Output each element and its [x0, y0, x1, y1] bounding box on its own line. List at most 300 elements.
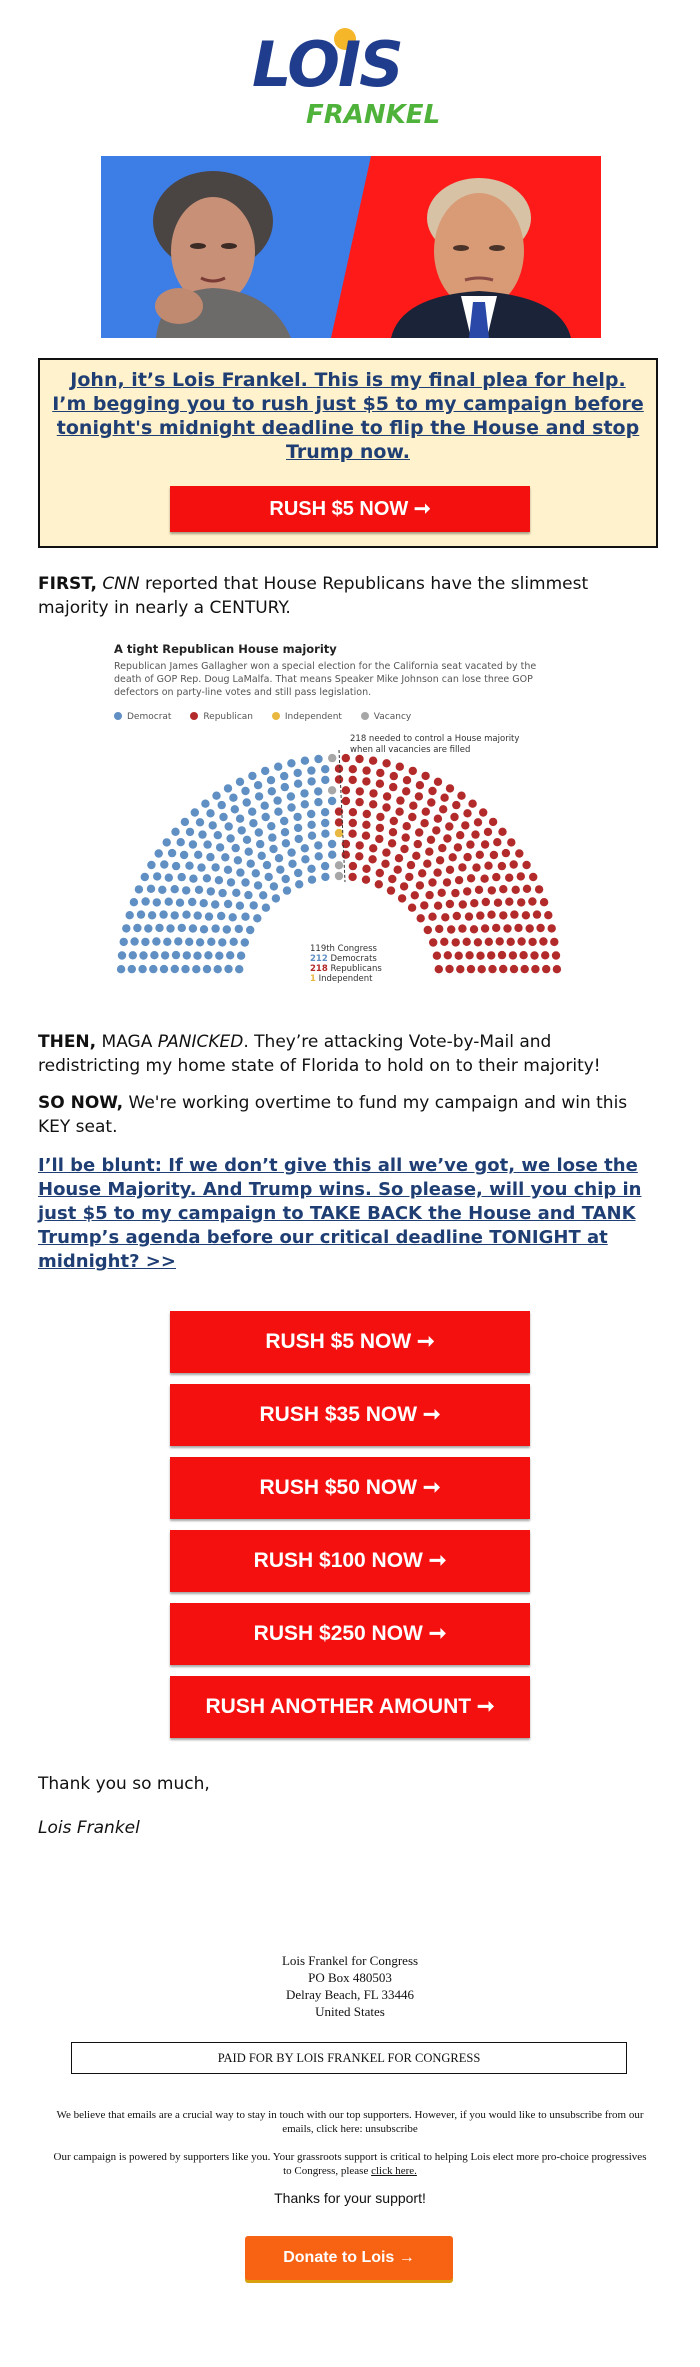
seat-democrat [133, 924, 141, 932]
seat-republican [433, 868, 441, 876]
seat-democrat [130, 898, 138, 906]
legend-label-vacancy: Vacancy [373, 712, 412, 722]
seat-democrat [223, 925, 231, 933]
campaign-logo[interactable] [252, 24, 448, 134]
seat-democrat [149, 965, 157, 973]
seat-republican [414, 840, 422, 848]
seat-democrat [265, 873, 273, 881]
sonow-paragraph [38, 1091, 654, 1139]
seat-independent [335, 829, 343, 837]
seat-republican [348, 830, 356, 838]
seat-democrat [308, 876, 316, 884]
seat-republican [472, 863, 480, 871]
seat-republican [474, 938, 482, 946]
seat-republican [438, 889, 446, 897]
seat-republican [499, 965, 507, 973]
seat-vacancy [335, 861, 343, 869]
seat-democrat [235, 925, 243, 933]
seat-democrat [153, 872, 161, 880]
footer-org: Lois Frankel for Congress [281, 1953, 419, 1968]
seat-democrat [321, 873, 329, 881]
seat-democrat [138, 965, 146, 973]
seat-republican [408, 813, 416, 821]
seat-democrat [135, 885, 143, 893]
seat-democrat [272, 894, 280, 902]
seat-democrat [283, 886, 291, 894]
sonow-rest: We're working overtime to fund my campaign and win this KEY seat. [38, 1093, 628, 1137]
tally-ind-label: Independent [315, 974, 373, 984]
seat-republican [496, 937, 504, 945]
seat-democrat [122, 924, 130, 932]
seat-republican [348, 873, 356, 881]
unsubscribe-text[interactable]: We believe that emails are a crucial way to stay in touch with our top supporters. However, if you would like to unsubscribe from our emails, click here: unsubscribe [56, 2109, 644, 2135]
seat-republican [488, 965, 496, 973]
seat-democrat [211, 900, 219, 908]
seat-republican [468, 800, 476, 808]
rush-5-button[interactable]: RUSH $5 NOW ➞ [170, 1311, 530, 1373]
seat-democrat [165, 898, 173, 906]
seat-democrat [159, 910, 167, 918]
seat-republican [531, 965, 539, 973]
seat-republican [481, 840, 489, 848]
seat-democrat [193, 952, 201, 960]
seat-democrat [229, 913, 237, 921]
seat-republican [439, 805, 447, 813]
seat-republican [446, 866, 454, 874]
tally-dem-label: Democrats [327, 954, 377, 964]
seat-republican [355, 755, 363, 763]
seat-republican [409, 802, 417, 810]
seat-republican [415, 792, 423, 800]
seat-republican [503, 924, 511, 932]
seat-democrat [287, 803, 295, 811]
footer-city: Delray Beach, FL 33446 [285, 1987, 415, 2002]
seat-republican [487, 951, 495, 959]
seat-republican [376, 813, 384, 821]
seat-republican [479, 808, 487, 816]
seat-democrat [216, 843, 224, 851]
seat-republican [369, 789, 377, 797]
seat-republican [381, 860, 389, 868]
seat-republican [492, 924, 500, 932]
seat-democrat [262, 904, 270, 912]
seat-republican [445, 822, 453, 830]
seat-republican [533, 910, 541, 918]
seat-democrat [250, 901, 258, 909]
seat-republican [505, 898, 513, 906]
seat-democrat [236, 815, 244, 823]
seat-democrat [253, 914, 261, 922]
seat-republican [342, 797, 350, 805]
seat-republican [407, 861, 415, 869]
portrait-trump [391, 178, 571, 338]
seat-democrat [269, 845, 277, 853]
seat-republican [434, 902, 442, 910]
seat-republican [446, 784, 454, 792]
seat-democrat [214, 831, 222, 839]
hero-portraits [101, 156, 601, 338]
seat-democrat [192, 965, 200, 973]
seat-vacancy [328, 786, 336, 794]
legend-label-republican: Republican [203, 712, 253, 722]
seat-democrat [321, 862, 329, 870]
seat-republican [383, 792, 391, 800]
seat-democrat [178, 873, 186, 881]
seat-democrat [295, 880, 303, 888]
seat-republican [463, 853, 471, 861]
seat-republican [362, 777, 370, 785]
seat-republican [376, 869, 384, 877]
seat-democrat [147, 861, 155, 869]
seat-republican [396, 763, 404, 771]
seat-republican [507, 938, 515, 946]
footer-po-box: PO Box 480503 [308, 1970, 392, 1985]
seat-democrat [314, 841, 322, 849]
seat-democrat [165, 874, 173, 882]
seat-democrat [219, 813, 227, 821]
seat-republican [435, 965, 443, 973]
seat-republican [412, 852, 420, 860]
seat-republican [482, 898, 490, 906]
rush-5-button-top[interactable]: RUSH $5 NOW ➞ [170, 486, 530, 532]
seat-democrat [211, 863, 219, 871]
seat-republican [526, 924, 534, 932]
seat-republican [459, 900, 467, 908]
then-mid: MAGA [96, 1032, 158, 1052]
rush-50-button[interactable]: RUSH $50 NOW ➞ [170, 1457, 530, 1519]
seat-democrat [234, 856, 242, 864]
seat-democrat [254, 881, 262, 889]
seat-democrat [172, 862, 180, 870]
seat-democrat [141, 897, 149, 905]
seat-democrat [147, 885, 155, 893]
seat-republican [544, 911, 552, 919]
seat-republican [470, 925, 478, 933]
seat-republican [390, 772, 398, 780]
seat-republican [450, 813, 458, 821]
seat-democrat [196, 938, 204, 946]
seat-republican [362, 821, 370, 829]
rush-another-amount-button[interactable]: RUSH ANOTHER AMOUNT ➞ [170, 1676, 530, 1738]
seat-republican [416, 781, 424, 789]
seat-republican [424, 926, 432, 934]
seat-republican [398, 894, 406, 902]
seat-democrat [150, 951, 158, 959]
seat-democrat [227, 878, 235, 886]
seat-democrat [158, 886, 166, 894]
seat-republican [517, 872, 525, 880]
seat-democrat [321, 830, 329, 838]
seat-democrat [166, 924, 174, 932]
seat-republican [443, 834, 451, 842]
seat-republican [519, 951, 527, 959]
seat-democrat [215, 952, 223, 960]
seat-democrat [200, 899, 208, 907]
seat-democrat [224, 965, 232, 973]
seat-republican [463, 887, 471, 895]
seat-republican [369, 800, 377, 808]
seat-republican [445, 965, 453, 973]
seat-democrat [224, 866, 232, 874]
seat-democrat [237, 952, 245, 960]
seat-democrat [274, 763, 282, 771]
seat-democrat [172, 951, 180, 959]
seat-democrat [197, 863, 205, 871]
seat-republican [510, 965, 518, 973]
first-rest: reported that House Republicans have the slimmest majority in nearly a CENTURY. [38, 574, 589, 618]
seat-republican [461, 821, 469, 829]
seat-republican [443, 878, 451, 886]
seat-democrat [118, 951, 126, 959]
seat-republican [474, 818, 482, 826]
seat-republican [400, 845, 408, 853]
seat-republican [481, 924, 489, 932]
seat-democrat [307, 810, 315, 818]
seat-vacancy [328, 754, 336, 762]
footer-country: United States [315, 2004, 385, 2019]
legend-label-independent: Independent [284, 712, 342, 722]
seat-democrat [259, 891, 267, 899]
seat-republican [485, 938, 493, 946]
seat-democrat [224, 784, 232, 792]
seat-democrat [160, 860, 168, 868]
seat-republican [475, 886, 483, 894]
seat-republican [529, 873, 537, 881]
seat-republican [390, 817, 398, 825]
seat-democrat [155, 849, 163, 857]
seat-democrat [224, 900, 232, 908]
seat-democrat [204, 951, 212, 959]
seat-democrat [247, 860, 255, 868]
blunt-appeal-link[interactable]: I’ll be blunt: If we don’t give this all we’ve got, we lose the House Majority. And Trump wins. So please, will you chip in just $5 to my campaign to TAKE BACK the House and TANK Trump’s agenda before our critical deadline TONIGHT at midnight? >> [38, 1155, 642, 1272]
seat-democrat [294, 780, 302, 788]
seat-democrat [270, 882, 278, 890]
seat-republican [388, 839, 396, 847]
seat-republican [458, 863, 466, 871]
then-rest: . They’re attacking Vote-by-Mail and redistricting my home state of Florida to hold on to their majority! [38, 1032, 601, 1076]
seat-democrat [280, 772, 288, 780]
seat-republican [438, 844, 446, 852]
seat-democrat [188, 898, 196, 906]
seat-republican [429, 938, 437, 946]
seat-democrat [161, 951, 169, 959]
seat-democrat [276, 866, 284, 874]
seat-republican [471, 830, 479, 838]
seat-republican [402, 833, 410, 841]
seat-republican [335, 775, 343, 783]
seat-republican [522, 911, 530, 919]
seat-republican [369, 844, 377, 852]
seat-democrat [241, 787, 249, 795]
seat-democrat [148, 911, 156, 919]
seat-republican [389, 828, 397, 836]
first-source: CNN [102, 574, 140, 594]
seat-republican [403, 822, 411, 830]
rush-250-button[interactable]: RUSH $250 NOW ➞ [170, 1603, 530, 1665]
seat-democrat [287, 792, 295, 800]
seat-republican [362, 865, 370, 873]
seat-republican [349, 808, 357, 816]
seat-republican [487, 911, 495, 919]
seat-democrat [195, 886, 203, 894]
seat-republican [408, 904, 416, 912]
seat-republican [454, 843, 462, 851]
rush-100-button[interactable]: RUSH $100 NOW ➞ [170, 1530, 530, 1592]
seat-republican [480, 875, 488, 883]
seat-democrat [236, 902, 244, 910]
seat-republican [420, 901, 428, 909]
seat-republican [447, 925, 455, 933]
seat-republican [387, 886, 395, 894]
seat-democrat [268, 787, 276, 795]
seat-democrat [275, 854, 283, 862]
seat-democrat [168, 849, 176, 857]
seat-democrat [201, 800, 209, 808]
seat-democrat [241, 878, 249, 886]
seat-democrat [248, 772, 256, 780]
seat-democrat [248, 808, 256, 816]
seat-republican [552, 951, 560, 959]
seat-democrat [205, 912, 213, 920]
seat-democrat [254, 781, 262, 789]
seat-democrat [194, 911, 202, 919]
seat-republican [421, 772, 429, 780]
tally-title: 119th Congress [310, 944, 377, 954]
seat-democrat [267, 776, 275, 784]
seat-democrat [293, 813, 301, 821]
plea-link[interactable]: John, it’s Lois Frankel. This is my final plea for help. I’m begging you to rush just $5 to my campaign before tonight's midnight deadline to flip the House and stop Trump now. [52, 369, 644, 463]
seat-democrat [307, 766, 315, 774]
seat-democrat [282, 875, 290, 883]
donate-button[interactable]: Donate to Lois → [245, 2236, 453, 2280]
seat-republican [548, 924, 556, 932]
hero-image[interactable] [101, 156, 601, 338]
seat-republican [433, 952, 441, 960]
seat-democrat [321, 819, 329, 827]
seat-democrat [232, 844, 240, 852]
seat-republican [514, 924, 522, 932]
seat-republican [349, 862, 357, 870]
seat-democrat [238, 826, 246, 834]
powered-text [50, 2150, 650, 2178]
seat-democrat [209, 821, 217, 829]
powered-text-body: Our campaign is powered by supporters like you. Your grassroots support is critical to helping Lois elect more pro-choice progressives to Congress, please [53, 2151, 647, 2177]
seat-republican [342, 851, 350, 859]
seat-democrat [120, 938, 128, 946]
signature: Lois Frankel [38, 1818, 140, 1838]
seat-democrat [207, 938, 215, 946]
seat-democrat [307, 777, 315, 785]
seat-democrat [203, 965, 211, 973]
seat-republican [411, 891, 419, 899]
seat-republican [402, 787, 410, 795]
seat-democrat [232, 889, 240, 897]
seat-republican [434, 815, 442, 823]
seat-democrat [155, 924, 163, 932]
seat-democrat [282, 839, 290, 847]
seat-republican [428, 878, 436, 886]
seat-republican [484, 828, 492, 836]
seat-democrat [185, 938, 193, 946]
seat-republican [400, 882, 408, 890]
rush-35-button[interactable]: RUSH $35 NOW ➞ [170, 1384, 530, 1446]
first-lead: FIRST, [38, 574, 97, 594]
seat-republican [456, 831, 464, 839]
seat-republican [517, 898, 525, 906]
seat-democrat [178, 924, 186, 932]
seat-republican [417, 914, 425, 922]
seat-democrat [244, 891, 252, 899]
seat-republican [389, 783, 397, 791]
seat-republican [434, 778, 442, 786]
seat-republican [423, 860, 431, 868]
seat-democrat [288, 860, 296, 868]
seat-democrat [241, 938, 249, 946]
seat-republican [510, 910, 518, 918]
seat-republican [542, 965, 550, 973]
seat-democrat [226, 834, 234, 842]
seat-republican [432, 826, 440, 834]
congress-tally [310, 944, 382, 984]
seat-republican [452, 801, 460, 809]
seat-republican [498, 828, 506, 836]
seat-republican [376, 780, 384, 788]
seat-democrat [139, 951, 147, 959]
seat-republican [428, 913, 436, 921]
seat-republican [395, 808, 403, 816]
seat-democrat [314, 755, 322, 763]
seat-republican [499, 885, 507, 893]
seat-republican [405, 873, 413, 881]
seat-democrat [328, 840, 336, 848]
seat-democrat [294, 869, 302, 877]
seat-democrat [308, 832, 316, 840]
seat-republican [451, 889, 459, 897]
seat-democrat [262, 813, 270, 821]
seat-republican [375, 880, 383, 888]
footer-address [0, 1952, 700, 2020]
seat-republican [395, 854, 403, 862]
seat-republican [465, 912, 473, 920]
seat-republican [492, 873, 500, 881]
click-here-link[interactable]: click here. [371, 2165, 417, 2177]
seat-democrat [287, 759, 295, 767]
seat-republican [335, 765, 343, 773]
seat-democrat [160, 965, 168, 973]
seat-vacancy [335, 872, 343, 880]
seat-democrat [314, 798, 322, 806]
seat-democrat [281, 783, 289, 791]
seat-democrat [261, 767, 269, 775]
seat-republican [498, 951, 506, 959]
seat-republican [493, 838, 501, 846]
seat-democrat [321, 765, 329, 773]
seat-republican [453, 912, 461, 920]
seat-democrat [267, 822, 275, 830]
seat-democrat [280, 817, 288, 825]
seat-democrat [300, 789, 308, 797]
seat-republican [362, 766, 370, 774]
seat-democrat [301, 800, 309, 808]
seat-democrat [163, 838, 171, 846]
seat-republican [498, 862, 506, 870]
seat-republican [528, 897, 536, 905]
seat-democrat [328, 797, 336, 805]
seat-democrat [315, 852, 323, 860]
seat-democrat [221, 853, 229, 861]
seat-democrat [236, 868, 244, 876]
seat-republican [465, 951, 473, 959]
